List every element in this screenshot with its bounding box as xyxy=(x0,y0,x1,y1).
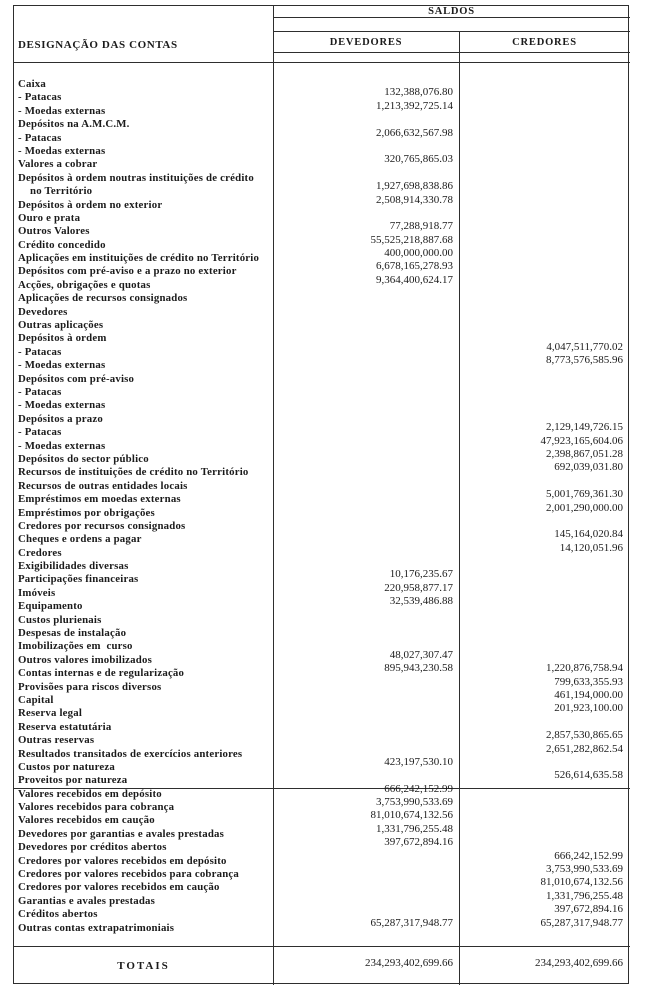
devedores-value xyxy=(273,99,459,118)
credores-value xyxy=(459,461,630,479)
account-label: Outras contas extrapatrimoniais xyxy=(18,921,175,934)
credores-amount: 4,047,511,770.02 xyxy=(546,340,623,353)
devedores-amount: 2,066,632,567.98 xyxy=(376,126,453,139)
credores-value xyxy=(459,172,630,185)
account-label: - Patacas xyxy=(18,91,62,104)
table-row xyxy=(14,172,630,185)
account-label: Custos plurienais xyxy=(18,613,102,626)
table-row xyxy=(14,373,630,386)
credores-value xyxy=(459,386,630,399)
table-row xyxy=(14,306,630,319)
credores-value xyxy=(459,145,630,158)
table-row xyxy=(14,386,630,399)
credores-value xyxy=(459,78,630,91)
devedores-amount: 666,242,152.99 xyxy=(384,782,453,795)
credores-amount: 1,220,876,758.94 xyxy=(546,662,623,675)
account-label: Devedores xyxy=(18,305,68,318)
account-label: Custos por natureza xyxy=(18,760,115,773)
credores-amount: 692,039,031.80 xyxy=(554,461,623,474)
table-row xyxy=(14,809,630,827)
credores-value xyxy=(459,541,630,560)
credores-value xyxy=(459,91,630,104)
devedores-value xyxy=(273,373,459,386)
table-row xyxy=(14,822,630,841)
credores-amount: 65,287,317,948.77 xyxy=(540,916,623,929)
designacao-header: DESIGNAÇÃO DAS CONTAS xyxy=(18,39,178,51)
credores-value xyxy=(459,292,630,305)
account-label: Aplicações de recursos consignados xyxy=(18,292,188,305)
table-row xyxy=(14,247,630,265)
account-label: Empréstimos em moedas externas xyxy=(18,493,181,506)
devedores-value xyxy=(273,868,459,881)
devedores-value xyxy=(273,332,459,345)
table-row xyxy=(14,627,630,640)
devedores-value xyxy=(273,520,459,533)
devedores-amount: 1,927,698,838.86 xyxy=(376,180,453,193)
credores-value xyxy=(459,573,630,586)
devedores-header: DEVEDORES xyxy=(329,37,403,48)
devedores-value xyxy=(273,721,459,734)
table-row xyxy=(14,782,630,801)
table-row xyxy=(14,480,630,493)
table-row xyxy=(14,180,630,198)
devedores-amount: 32,539,486.88 xyxy=(389,595,453,608)
rule-header-bottom xyxy=(14,62,630,63)
account-label: Despesas de instalação xyxy=(18,627,127,640)
account-label: Proveitos por natureza xyxy=(18,774,128,787)
credores-value xyxy=(459,373,630,386)
account-label: Depósitos do sector público xyxy=(18,452,149,465)
table-row xyxy=(14,769,630,787)
credores-value xyxy=(459,587,630,600)
devedores-value xyxy=(273,480,459,493)
account-label: Depósitos com pré-aviso e a prazo no exterior xyxy=(18,265,237,278)
table-row xyxy=(14,742,630,761)
table-row xyxy=(14,614,630,627)
account-label: Equipamento xyxy=(18,600,83,613)
credores-header: CREDORES xyxy=(512,37,577,48)
account-label: Outras reservas xyxy=(18,734,95,747)
table-row xyxy=(14,354,630,372)
devedores-amount: 65,287,317,948.77 xyxy=(370,916,453,929)
credores-amount: 5,001,769,361.30 xyxy=(546,488,623,501)
devedores-amount: 81,010,674,132.56 xyxy=(370,809,453,822)
credores-value xyxy=(459,319,630,332)
account-label: Outras aplicações xyxy=(18,319,104,332)
credores-value xyxy=(459,916,630,935)
table-row xyxy=(14,863,630,881)
table-row xyxy=(14,849,630,868)
account-label: Valores a cobrar xyxy=(18,158,98,171)
account-label: Devedores por garantias e avales prestadas xyxy=(18,827,225,840)
devedores-value xyxy=(273,453,459,466)
devedores-value xyxy=(273,426,459,439)
account-label: Valores recebidos para cobrança xyxy=(18,801,175,814)
rule-under-column-headers xyxy=(273,52,630,53)
table-row xyxy=(14,118,630,131)
table-row xyxy=(14,721,630,734)
table-row xyxy=(14,99,630,118)
credores-amount: 8,773,576,585.96 xyxy=(546,354,623,367)
account-label: Valores recebidos em depósito xyxy=(18,787,162,800)
devedores-value xyxy=(273,466,459,479)
devedores-value xyxy=(273,734,459,747)
credores-value xyxy=(459,702,630,720)
devedores-value xyxy=(273,836,459,854)
balance-table xyxy=(13,5,629,984)
table-row xyxy=(14,595,630,613)
rule-under-saldos xyxy=(273,17,630,18)
credores-value xyxy=(459,560,630,573)
devedores-amount: 55,525,218,887.68 xyxy=(370,233,453,246)
devedores-value xyxy=(273,413,459,426)
account-label: Aplicações em instituições de crédito no Território xyxy=(18,252,260,265)
account-label: no Território xyxy=(30,185,93,198)
account-label: Exigibilidades diversas xyxy=(18,560,129,573)
devedores-value xyxy=(273,440,459,453)
account-label: Cheques e ordens a pagar xyxy=(18,533,142,546)
table-row xyxy=(14,916,630,935)
account-label: Depósitos a prazo xyxy=(18,412,103,425)
table-row xyxy=(14,332,630,345)
account-label: Credores xyxy=(18,546,62,559)
credores-value xyxy=(459,828,630,841)
devedores-value xyxy=(273,855,459,868)
account-label: Provisões para riscos diversos xyxy=(18,680,162,693)
account-label: Participações financeiras xyxy=(18,573,139,586)
account-rows xyxy=(14,78,630,935)
devedores-value xyxy=(273,386,459,399)
devedores-amount: 397,672,894.16 xyxy=(384,836,453,849)
table-row xyxy=(14,796,630,814)
table-row xyxy=(14,461,630,479)
account-label: - Moedas externas xyxy=(18,439,106,452)
table-row xyxy=(14,836,630,854)
credores-amount: 1,331,796,255.48 xyxy=(546,889,623,902)
account-label: Acções, obrigações e quotas xyxy=(18,278,151,291)
devedores-value xyxy=(273,306,459,319)
account-label: Credores por valores recebidos em caução xyxy=(18,881,220,894)
account-label: Crédito concedido xyxy=(18,238,106,251)
devedores-value xyxy=(273,533,459,546)
table-row xyxy=(14,560,630,573)
credores-amount: 2,001,290,000.00 xyxy=(546,501,623,514)
table-row xyxy=(14,688,630,707)
credores-amount: 666,242,152.99 xyxy=(554,849,623,862)
table-row xyxy=(14,755,630,774)
devedores-value xyxy=(273,507,459,520)
saldos-header: SALDOS xyxy=(428,6,475,17)
devedores-amount: 400,000,000.00 xyxy=(384,247,453,260)
credores-value xyxy=(459,640,630,653)
account-label: - Patacas xyxy=(18,426,62,439)
table-row xyxy=(14,86,630,104)
table-row xyxy=(14,889,630,908)
credores-value xyxy=(459,501,630,520)
credores-value xyxy=(459,614,630,627)
table-row xyxy=(14,340,630,359)
table-row xyxy=(14,233,630,252)
devedores-amount: 9,364,400,624.17 xyxy=(376,273,453,286)
table-row xyxy=(14,903,630,921)
account-label: Depósitos à ordem no exterior xyxy=(18,198,163,211)
table-row xyxy=(14,528,630,546)
account-label: Credores por recursos consignados xyxy=(18,519,186,532)
credores-value xyxy=(459,627,630,640)
credores-amount: 81,010,674,132.56 xyxy=(540,876,623,889)
account-label: Imobilizações em curso xyxy=(18,640,133,653)
totals-credores-value: 234,293,402,699.66 xyxy=(535,956,623,969)
table-row xyxy=(14,126,630,145)
devedores-amount: 220,958,877.17 xyxy=(384,581,453,594)
devedores-amount: 48,027,307.47 xyxy=(389,648,453,661)
credores-value xyxy=(459,252,630,265)
credores-amount: 2,398,867,051.28 xyxy=(546,447,623,460)
totals-devedores-value: 234,293,402,699.66 xyxy=(365,956,453,969)
table-row xyxy=(14,876,630,894)
account-label: - Patacas xyxy=(18,385,62,398)
credores-amount: 14,120,051.96 xyxy=(559,541,623,554)
devedores-value xyxy=(273,193,459,212)
devedores-amount: 1,213,392,725.14 xyxy=(376,99,453,112)
devedores-amount: 320,765,865.03 xyxy=(384,153,453,166)
table-row xyxy=(14,729,630,747)
credores-value xyxy=(459,225,630,238)
credores-amount: 2,129,149,726.15 xyxy=(546,421,623,434)
credores-amount: 2,857,530,865.65 xyxy=(546,729,623,742)
credores-value xyxy=(459,742,630,761)
account-label: Reserva estatutária xyxy=(18,720,112,733)
credores-value xyxy=(459,801,630,814)
account-label: Outros Valores xyxy=(18,225,90,238)
table-row xyxy=(14,488,630,506)
devedores-value xyxy=(273,916,459,935)
credores-value xyxy=(459,105,630,118)
credores-amount: 201,923,100.00 xyxy=(554,702,623,715)
account-label: Capital xyxy=(18,693,54,706)
credores-value xyxy=(459,279,630,292)
table-row xyxy=(14,153,630,171)
table-row xyxy=(14,212,630,225)
devedores-value xyxy=(273,319,459,332)
account-label: Depósitos com pré-aviso xyxy=(18,372,135,385)
table-row xyxy=(14,581,630,600)
credores-amount: 461,194,000.00 xyxy=(554,688,623,701)
account-label: - Patacas xyxy=(18,345,62,358)
credores-value xyxy=(459,769,630,787)
account-label: Recursos de instituições de crédito no Território xyxy=(18,466,249,479)
account-label: Valores recebidos em caução xyxy=(18,814,155,827)
account-label: Ouro e prata xyxy=(18,211,81,224)
table-row xyxy=(14,501,630,520)
table-row xyxy=(14,421,630,439)
account-label: Contas internas e de regularização xyxy=(18,667,185,680)
credores-value xyxy=(459,185,630,198)
devedores-amount: 6,678,165,278.93 xyxy=(376,260,453,273)
table-row xyxy=(14,145,630,158)
credores-value xyxy=(459,212,630,225)
account-label: Reserva legal xyxy=(18,707,83,720)
devedores-value xyxy=(273,273,459,292)
account-label: - Moedas externas xyxy=(18,399,106,412)
devedores-value xyxy=(273,547,459,560)
table-row xyxy=(14,292,630,305)
devedores-value xyxy=(273,346,459,359)
devedores-value xyxy=(273,895,459,908)
credores-value xyxy=(459,132,630,145)
account-label: Depósitos à ordem noutras instituições de crédito xyxy=(18,171,254,184)
table-row xyxy=(14,648,630,667)
devedores-amount: 77,288,918.77 xyxy=(389,220,453,233)
credores-amount: 526,614,635.58 xyxy=(554,769,623,782)
devedores-value xyxy=(273,595,459,613)
table-row xyxy=(14,193,630,212)
credores-amount: 3,753,990,533.69 xyxy=(546,863,623,876)
account-label: Devedores por créditos abertos xyxy=(18,841,167,854)
devedores-value xyxy=(273,493,459,506)
totals-label: TOTAIS xyxy=(117,959,170,972)
credores-value xyxy=(459,118,630,131)
table-row xyxy=(14,447,630,466)
account-label: Imóveis xyxy=(18,586,56,599)
account-label: Credores por valores recebidos para cobrança xyxy=(18,868,240,881)
credores-value xyxy=(459,306,630,319)
rule-saldos-double xyxy=(273,31,630,32)
account-label: Credores por valores recebidos em depósito xyxy=(18,854,227,867)
table-row xyxy=(14,640,630,653)
table-row xyxy=(14,675,630,694)
devedores-value xyxy=(273,694,459,707)
credores-amount: 799,633,355.93 xyxy=(554,675,623,688)
devedores-value xyxy=(273,662,459,680)
table-row xyxy=(14,541,630,560)
devedores-value xyxy=(273,292,459,305)
table-row xyxy=(14,319,630,332)
account-label: - Moedas externas xyxy=(18,359,106,372)
account-label: Caixa xyxy=(18,78,46,90)
devedores-amount: 2,508,914,330.78 xyxy=(376,193,453,206)
account-label: Outros valores imobilizados xyxy=(18,653,152,666)
account-label: Empréstimos por obrigações xyxy=(18,506,155,519)
table-row xyxy=(14,413,630,426)
devedores-value xyxy=(273,881,459,894)
table-row xyxy=(14,399,630,412)
credores-value xyxy=(459,239,630,252)
devedores-value xyxy=(273,627,459,640)
account-label: Resultados transitados de exercícios anteriores xyxy=(18,747,243,760)
table-row xyxy=(14,702,630,720)
devedores-value xyxy=(273,755,459,774)
account-label: Depósitos na A.M.C.M. xyxy=(18,118,130,131)
account-label: - Moedas externas xyxy=(18,144,106,157)
account-label: Recursos de outras entidades locais xyxy=(18,479,188,492)
devedores-value xyxy=(273,126,459,145)
account-label: - Patacas xyxy=(18,131,62,144)
account-label: Garantias e avales prestadas xyxy=(18,894,156,907)
credores-amount: 145,164,020.84 xyxy=(554,528,623,541)
devedores-value xyxy=(273,707,459,720)
credores-value xyxy=(459,600,630,613)
table-row xyxy=(14,273,630,292)
table-row xyxy=(14,78,630,91)
credores-value xyxy=(459,814,630,827)
devedores-value xyxy=(273,681,459,694)
devedores-value xyxy=(273,614,459,627)
credores-value xyxy=(459,788,630,801)
devedores-amount: 895,943,230.58 xyxy=(384,662,453,675)
credores-amount: 397,672,894.16 xyxy=(554,903,623,916)
totals-row xyxy=(14,946,630,985)
credores-amount: 47,923,165,604.06 xyxy=(540,434,623,447)
devedores-amount: 132,388,076.80 xyxy=(384,86,453,99)
devedores-amount: 423,197,530.10 xyxy=(384,755,453,768)
table-row xyxy=(14,260,630,278)
account-label: Depósitos à ordem xyxy=(18,332,107,345)
account-label: Créditos abertos xyxy=(18,908,98,921)
devedores-amount: 1,331,796,255.48 xyxy=(376,822,453,835)
table-row xyxy=(14,220,630,238)
devedores-value xyxy=(273,359,459,372)
credores-value xyxy=(459,399,630,412)
table-row xyxy=(14,520,630,533)
account-label: - Moedas externas xyxy=(18,104,106,117)
table-row xyxy=(14,434,630,453)
credores-amount: 2,651,282,862.54 xyxy=(546,742,623,755)
devedores-value xyxy=(273,399,459,412)
table-row xyxy=(14,662,630,680)
table-row xyxy=(14,568,630,586)
credores-value xyxy=(459,158,630,171)
devedores-amount: 3,753,990,533.69 xyxy=(376,796,453,809)
devedores-amount: 10,176,235.67 xyxy=(389,568,453,581)
devedores-value xyxy=(273,153,459,171)
credores-value xyxy=(459,354,630,372)
credores-value xyxy=(459,199,630,212)
credores-value xyxy=(459,265,630,278)
